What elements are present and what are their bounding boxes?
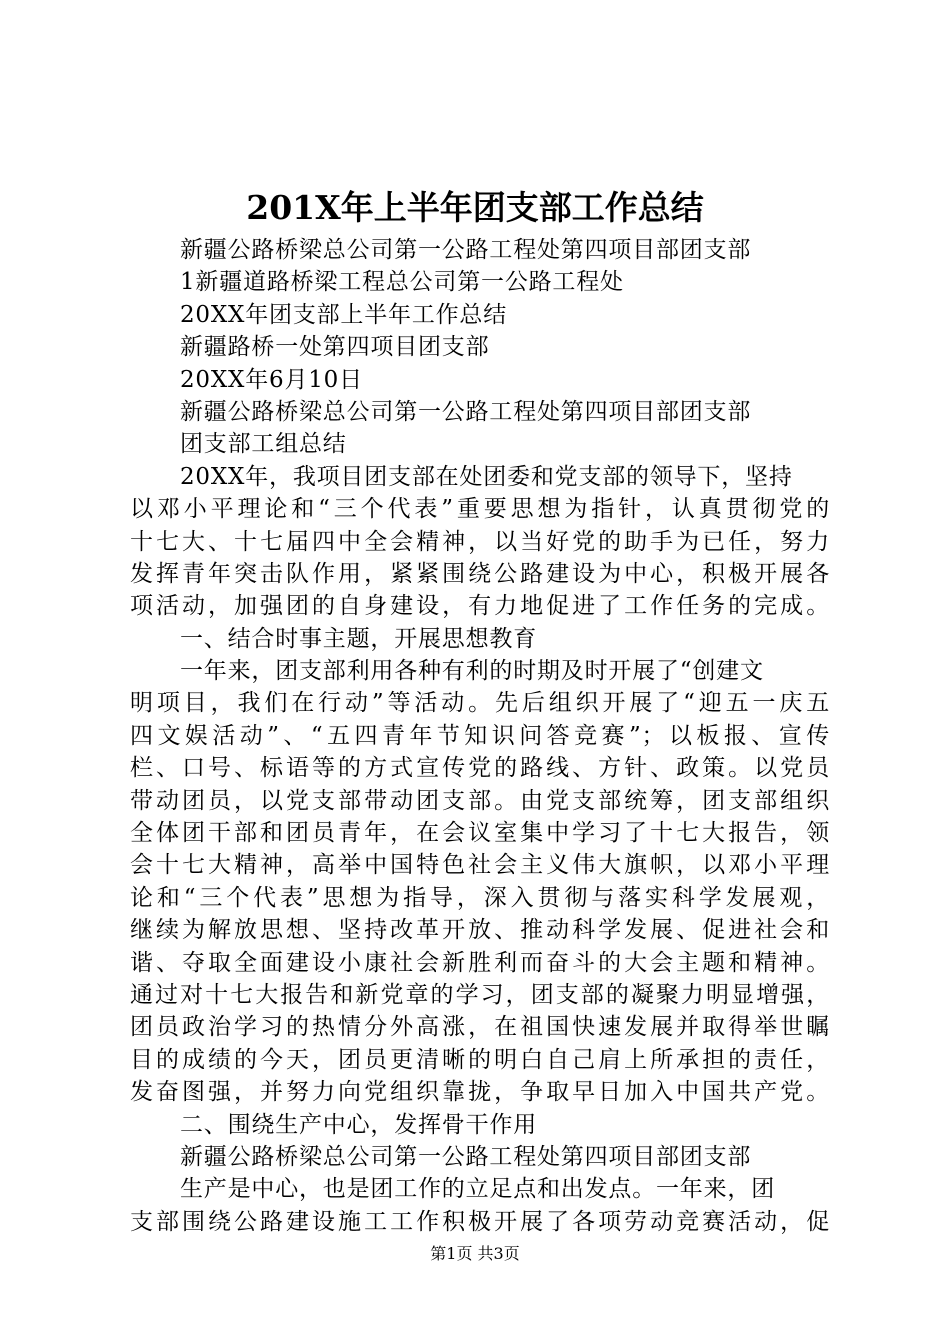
text-line: 目的成绩的今天，团员更清晰的明白自己肩上所承担的责任，	[130, 1046, 830, 1073]
text-line: 栏、口号、标语等的方式宣传党的路线、方针、政策。以党员	[130, 755, 830, 782]
text-line: 十七大、十七届四中全会精神，以当好党的助手为已任，努力	[130, 528, 830, 555]
text-line: 谐、夺取全面建设小康社会新胜利而奋斗的大会主题和精神。	[130, 949, 830, 976]
text-line: 20XX年，我项目团支部在处团委和党支部的领导下，坚持	[180, 463, 793, 490]
text-line: 新疆公路桥梁总公司第一公路工程处第四项目部团支部	[180, 1143, 752, 1170]
text-line: 带动团员，以党支部带动团支部。由党支部统筹，团支部组织	[130, 787, 830, 814]
text-line: 新疆路桥一处第四项目团支部	[180, 334, 490, 361]
text-line: 支部围绕公路建设施工工作积极开展了各项劳动竞赛活动，促	[130, 1208, 830, 1235]
text-line: 论和“三个代表”思想为指导，深入贯彻与落实科学发展观，	[130, 884, 830, 911]
text-line: 一年来，团支部利用各种有利的时期及时开展了“创建文	[180, 658, 764, 685]
text-line: 二、围绕生产中心，发挥骨干作用	[180, 1111, 537, 1138]
text-line: 生产是中心，也是团工作的立足点和出发点。一年来，团	[180, 1176, 775, 1203]
text-line: 明项目，我们在行动”等活动。先后组织开展了“迎五一庆五	[130, 690, 830, 717]
text-line: 1新疆道路桥梁工程总公司第一公路工程处	[180, 269, 624, 296]
text-line: 团员政治学习的热情分外高涨，在祖国快速发展并取得举世瞩	[130, 1014, 830, 1041]
text-line: 发挥青年突击队作用，紧紧围绕公路建设为中心，积极开展各	[130, 560, 830, 587]
text-line: 团支部工组总结	[180, 431, 347, 458]
text-line: 以邓小平理论和“三个代表”重要思想为指针，认真贯彻党的	[130, 496, 830, 523]
document-title: 201X年上半年团支部工作总结	[246, 188, 704, 227]
text-line: 20XX年6月10日	[180, 366, 363, 393]
text-line: 新疆公路桥梁总公司第一公路工程处第四项目部团支部	[180, 398, 752, 425]
text-line: 四文娱活动”、“五四青年节知识问答竞赛”；以板报、宣传	[130, 722, 830, 749]
page-footer: 第1页 共3页	[430, 1244, 520, 1263]
text-line: 通过对十七大报告和新党章的学习，团支部的凝聚力明显增强，	[130, 981, 830, 1008]
text-line: 新疆公路桥梁总公司第一公路工程处第四项目部团支部	[180, 237, 752, 263]
text-line: 一、结合时事主题，开展思想教育	[180, 625, 537, 652]
document-body	[130, 234, 830, 1238]
text-line: 继续为解放思想、坚持改革开放、推动科学发展、促进社会和	[130, 917, 830, 944]
text-line: 20XX年团支部上半年工作总结	[180, 301, 508, 328]
text-line: 发奋图强，并努力向党组织靠拢，争取早日加入中国共产党。	[130, 1079, 830, 1106]
text-line: 全体团干部和团员青年，在会议室集中学习了十七大报告，领	[130, 820, 830, 847]
text-line: 项活动，加强团的自身建设，有力地促进了工作任务的完成。	[130, 593, 830, 620]
text-line: 会十七大精神，高举中国特色社会主义伟大旗帜，以邓小平理	[130, 852, 830, 879]
